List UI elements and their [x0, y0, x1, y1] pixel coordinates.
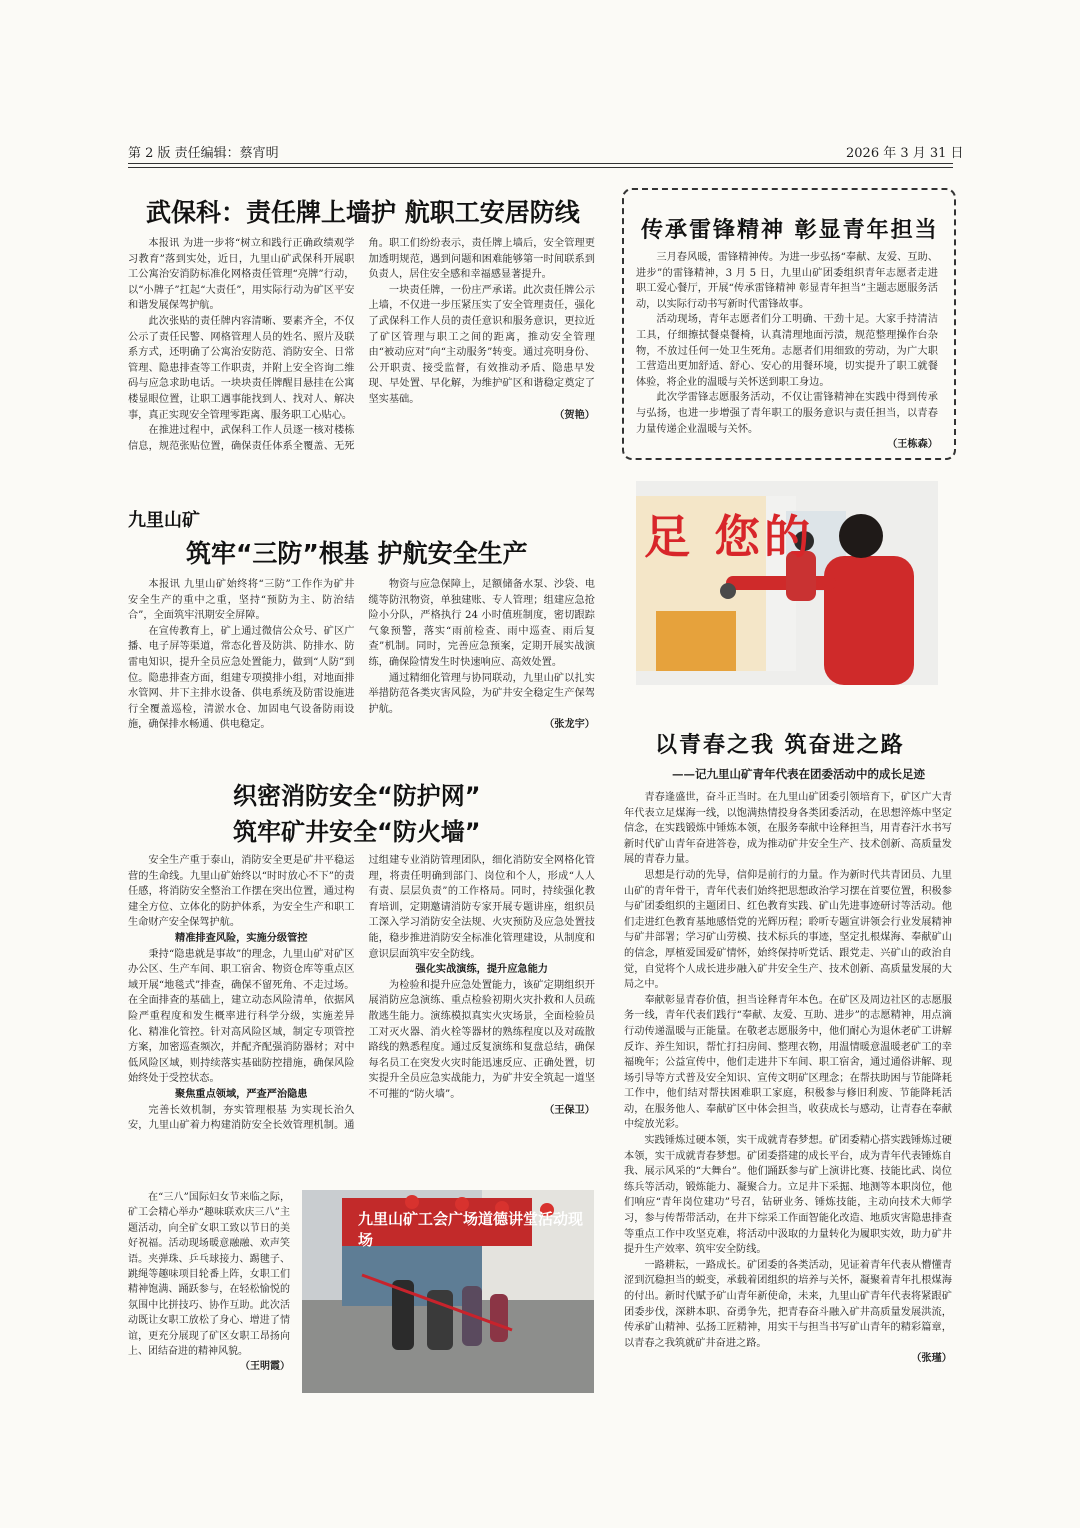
- article2-para: 本报讯 九里山矿始终将“三防”工作作为矿井安全生产的重中之重，坚持“预防为主、防治结合”，全面筑牢汛期安全屏障。: [128, 579, 355, 622]
- article3-subhead: 精准排查风险，实施分级管控: [175, 931, 308, 944]
- article3-para: 安全生产重于泰山，消防安全更是矿井平稳运营的生命线。九里山矿始终以“时时放心不下”的责任感，将消防安全整治工作摆在突出位置，通过构建全方位、立体化的防护体系，为安全生产和职工生命财产安全保驾护航。: [128, 855, 355, 929]
- article4-byline: （张瑾）: [911, 1352, 952, 1365]
- article4-para: 一路耕耘，一路成长。矿团委的各类活动，见证着青年代表从懵懂青涩到沉稳担当的蜕变，承载着团组织的培养与关怀，凝聚着青年扎根煤海的付出。新时代赋予矿山青年新使命，未来，九里山矿青年代表将紧跟矿团委步伐，深耕本职、奋勇争先，把青春奋斗融入矿井高质量发展洪流，传承矿山精神、弘扬工匠精神，用实干与担当书写矿山青年的精彩篇章，以青春之我筑就矿井奋进之路。: [624, 1259, 952, 1349]
- article4-para: 实践锤炼过硬本领，实干成就青春梦想。矿团委精心搭实践锤炼过硬本领，实干成就青春梦想。矿团委搭建的成长平台，成为青年代表锤炼自我、展示风采的“大舞台”。他们踊跃参与矿上演讲比赛、技能比武、岗位练兵等活动，锻炼能力、凝聚合力。立足井下采掘、地测等本职岗位，他们响应“青年岗位建功”号召，钻研业务、锤炼技能，主动向技术大师学习，参与传帮带活动，在井下综采工作面智能化改造、地质灾害隐患排查等重点工作中攻坚克难，将活动中汲取的力量转化为履职实效，助力矿井提升生产效率、筑牢安全防线。: [624, 1135, 952, 1256]
- photo-wall-text: 足 您的: [644, 510, 815, 564]
- volunteer-photo: [636, 481, 938, 685]
- article2-body: [128, 577, 595, 759]
- article2-title: 筑牢“三防”根基 护航安全生产: [186, 539, 528, 568]
- article1-para: 此次张贴的责任牌内容清晰、要素齐全，不仅公示了责任民警、网格管理人员的姓名、照片及联系方式，还明确了公寓治安防范、消防安全、日常管理、隐患排查等工作职责，并附上安全咨询二维码与应急求助电话。一块块责任牌醒目悬挂在公寓楼显眼位置，让职工遇事能找到人、找对人、解决事，真正实现安全管理零距离、服务职工心贴心。: [128, 315, 355, 421]
- article1-title: 武保科：责任牌上墙护 航职工安居防线: [146, 198, 580, 227]
- article1-byline: （贺艳）: [554, 408, 595, 421]
- box-para: 三月春风暖，雷锋精神传。为进一步弘扬“奉献、友爱、互助、进步”的雷锋精神，3 月 5 日，九里山矿团委组织青年志愿者走进职工爱心餐厅，开展“传承雷锋精神 彰显青年担当”主题志愿服务活动，以实际行动书写新时代雷锋故事。: [636, 252, 938, 310]
- caption-byline: （王明霞）: [240, 1361, 290, 1373]
- article4-para: 青春逢盛世，奋斗正当时。在九里山矿团委引领培育下，矿区广大青年代表立足煤海一线，以饱满热情投身各类团委活动，在思想淬炼中坚定信念，在实践锻炼中锤炼本领，在服务奉献中诠释担当，用青春汗水书写新时代矿山青年奋进答卷，成为推动矿井安全生产、技术创新、高质量发展的青春力量。: [624, 792, 952, 866]
- article2-para: 物资与应急保障上，足额储备水泵、沙袋、电缆等防汛物资，单独建账、专人管理；组建应急抢险小分队，严格执行 24 小时值班制度，密切跟踪气象预警，落实“雨前检查、雨中巡查、雨后复查”机制。同时，完善应急预案，定期开展实战演练，确保险情发生时快速响应、高效处置。: [368, 579, 595, 668]
- photo-caption: [128, 1190, 290, 1395]
- box-para: 活动现场，青年志愿者们分工明确、干劲十足。大家手持清洁工具，仔细擦拭餐桌餐椅，认真清理地面污渍，规范整理操作台杂物，不放过任何一处卫生死角。志愿者们用细致的劳动，为广大职工营造出更加舒适、舒心、安心的用餐环境，切实提升了职工就餐体验，将企业的温暖与关怀送到职工身边。: [636, 314, 938, 388]
- article3-subhead: 强化实战演练，提升应急能力: [415, 963, 548, 976]
- article2-para: 在宣传教育上，矿上通过微信公众号、矿区广播、电子屏等渠道，常态化普及防洪、防排水、防雷电知识，提升全员应急处置能力，做到“人防”到位。隐患排查方面，组建专项摸排小组，对地面排水管网、井下主排水设备、供电系统及防雷设施进行全覆盖巡检，清淤水仓、加固电气设备防雨设施，确保排水畅通、供电稳定。: [128, 625, 355, 731]
- caption-text: 在“三八”国际妇女节来临之际，矿工会精心举办“趣味联欢庆三八”主题活动，向全矿女职工致以节日的美好祝福。活动现场暖意融融、欢声笑语。夹弹珠、乒乓球接力、踢毽子、跳绳等趣味项目轮番上阵，女职工们精神饱满、踊跃参与，在轻松愉悦的氛围中比拼技巧、协作互助。此次活动既让女职工放松了身心、增进了情谊，更充分展现了矿区女职工昂扬向上、团结奋进的精神风貌。: [128, 1192, 290, 1358]
- article1-body: [128, 236, 595, 481]
- article2-kicker: 九里山矿: [128, 510, 200, 531]
- article1-para: 一块责任牌，一份庄严承诺。此次责任牌公示上墙，不仅进一步压紧压实了安全管理责任，强化了武保科工作人员的责任意识和服务意识，更拉近了矿区管理与职工之间的距离，推动安全管理由“被动应对”向“主动服务”转变。通过亮明身份、公开职责、接受监督，有效推动矛盾、隐患早发现、早处置、早化解，为维护矿区和谐稳定奠定了坚实基础。: [368, 284, 595, 405]
- header-rule-top: [128, 163, 953, 164]
- article4-para: 思想是行动的先导，信仰是前行的力量。作为新时代共青团员、九里山矿的青年骨干，青年代表们始终把思想政治学习摆在首要位置，积极参与矿团委组织的主题团日、红色教育实践、矿山先进事迹研讨等活动。他们走进红色教育基地感悟党的光辉历程；聆听专题宣讲领会行业发展精神与矿井部署；学习矿山劳模、技术标兵的事迹，坚定扎根煤海、奉献矿山的信念，厚植爱国爱矿情怀，始终保持听党话、跟党走、兴矿山的政治自觉，自觉将个人成长进步融入矿井安全生产、技术创新、高质量发展的大局之中。: [624, 869, 952, 991]
- article2-para: 通过精细化管理与协同联动，九里山矿以扎实举措防范各类灾害风险，为矿井安全稳定生产保驾护航。: [368, 672, 595, 715]
- article1-para: 在推进过程中，武保科工作人员逐一核对楼栋信息，规范张贴位置，确保责任体系全覆盖、无死角。职工们纷纷表示，责任牌上墙后，安全管理更加透明规范，遇到问题和困难能够第一时间联系到负责人，居住安全感和幸福感显著提升。: [128, 238, 595, 452]
- article3-para: 秉持“隐患就是事故”的理念，九里山矿对矿区办公区、生产车间、职工宿舍、物资仓库等重点区域开展“地毯式”排查，确保不留死角、不走过场。在全面排查的基础上，建立动态风险清单，依据风险严重程度和发生概率进行科学分级，实施差异化、精准化管控。针对高风险区域，制定专项管控方案，加密巡查频次，并配齐配强消防器材；对中低风险区域，则持续落实基础防控措施，确保风险始终处于受控状态。: [128, 948, 355, 1085]
- box-byline: （王栋森）: [887, 438, 938, 450]
- article3-title-line2: 筑牢矿井安全“防火墙”: [233, 818, 481, 846]
- issue-date: 2026 年 3 月 31 日: [846, 146, 964, 161]
- issue-info: 第 2 版 责任编辑：蔡宵明: [128, 146, 279, 161]
- article4-para: 奉献彰显青春价值，担当诠释青年本色。在矿区及周边社区的志愿服务一线，青年代表们践行“奉献、友爱、互助、进步”的志愿精神，用点滴行动传递温暖与正能量。在敬老志愿服务中，他们耐心为退休老矿工讲解反诈、养生知识，帮忙打扫房间、整理衣物，用温情暖意温暖老矿工的幸福晚年；公益宣传中，他们走进井下车间、职工宿舍，通过通俗讲解、现场引导等方式普及安全知识、宣传文明矿区理念；在帮扶助困与节能降耗工作中，他们结对帮扶困难职工家庭，积极参与修旧利废、节能降耗活动，在服务他人、奉献矿区中体会担当，收获成长与感动，让青春在奉献中绽放光彩。: [624, 994, 952, 1131]
- article3-subhead: 聚焦重点领域，严查严治隐患: [175, 1087, 308, 1100]
- box-body: [636, 250, 938, 450]
- article3-para: 为检验和提升应急处置能力，该矿定期组织开展消防应急演练、重点检验初期火灾扑救和人员疏散逃生能力。演练模拟真实火灾场景，全面检验员工对灭火器、消火栓等器材的熟练程度以及对疏散路线的熟悉程度。通过反复演练和复盘总结，确保每名员工在突发火灾时能迅速反应、正确处置，切实提升全员应急实战能力，为矿井安全筑起一道坚不可摧的“防火墙”。: [368, 979, 595, 1100]
- article4-subtitle: ——记九里山矿青年代表在团委活动中的成长足迹: [672, 767, 925, 781]
- box-title: 传承雷锋精神 彰显青年担当: [641, 217, 939, 243]
- article2-byline: （张龙宇）: [544, 718, 595, 731]
- box-para: 此次学雷锋志愿服务活动，不仅让雷锋精神在实践中得到传承与弘扬，也进一步增强了青年职工的服务意识与责任担当，以青春力量传递企业温暖与关怀。: [636, 392, 938, 435]
- article3-body: [128, 853, 595, 1165]
- article3-title-line1: 织密消防安全“防护网”: [233, 782, 481, 810]
- womens-day-photo: [302, 1190, 594, 1393]
- article4-title: 以青春之我 筑奋进之路: [655, 732, 905, 758]
- photo-banner-text: 九里山矿工会广场道德讲堂活动现场: [358, 1210, 584, 1249]
- article3-byline: （王保卫）: [544, 1103, 595, 1116]
- header-rule-bottom: [128, 167, 953, 168]
- article1-para: 本报讯 为进一步将“树立和践行正确政绩观学习教育”落到实处，近日，九里山矿武保科开展职工公寓治安消防标准化网格责任管理“亮牌”行动，以“小牌子”扛起“大责任”，用实际行动为矿区平安和谐发展保驾护航。: [128, 238, 355, 312]
- article4-body: [624, 790, 952, 1400]
- article3-para: 完善长效机制，夯实管理根基 为实现长治久安，九里山矿着力构建消防安全长效管理机制。通过组建专业消防管理团队，细化消防安全网格化管理，将责任明确到部门、岗位和个人，形成“人人有责、层层负责”的工作格局。同时，持续强化教育培训，定期邀请消防专家开展专题讲座，组织员工深入学习消防安全法规、火灾预防及应急处置技能，稳步推进消防安全标准化管理建设，从制度和意识层面筑牢安全防线。: [128, 855, 595, 1132]
